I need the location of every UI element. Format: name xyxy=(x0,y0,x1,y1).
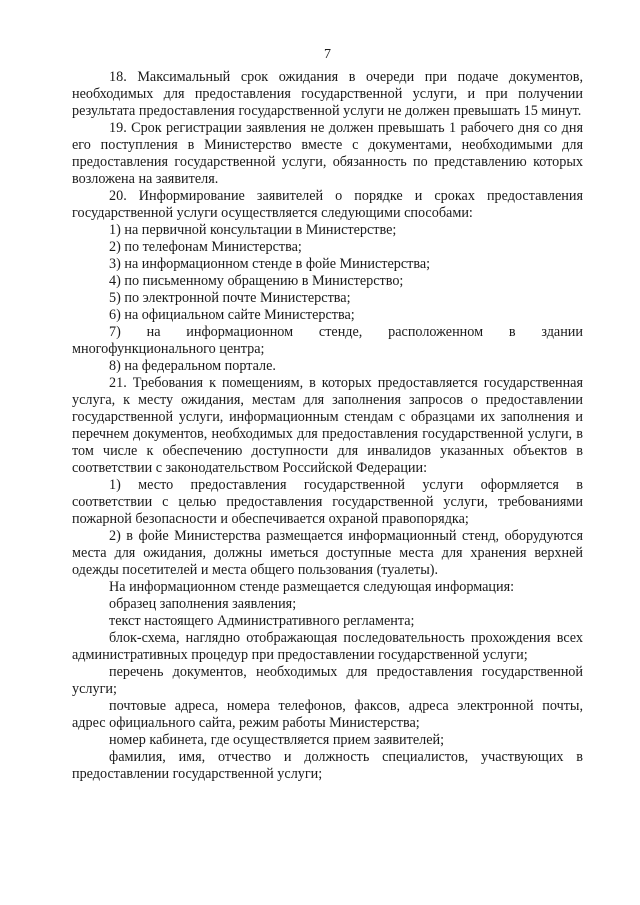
list-item-8: 8) на федеральном портале. xyxy=(109,358,276,374)
stand-info-item: текст настоящего Административного регламента; xyxy=(109,613,415,629)
paragraph-20: 20. Информирование заявителей о порядке и сроках предоставления государственной услуги осуществляется следующими способами: xyxy=(72,188,583,221)
stand-info-item: образец заполнения заявления; xyxy=(109,596,297,612)
requirement-2: 2) в фойе Министерства размещается информационный стенд, оборудуются места для ожидания, должны иметься доступные места для хранения верхней одежды посетителей и места общего пользования (туалеты). xyxy=(72,528,583,578)
list-item-5: 5) по электронной почте Министерства; xyxy=(109,290,351,306)
paragraph-18: 18. Максимальный срок ожидания в очереди при подаче документов, необходимых для предоставления государственной услуги, и при получении результата предоставления государственной услуги не должен превышать 15 минут. xyxy=(72,69,583,119)
stand-info-item: почтовые адреса, номера телефонов, факсов, адреса электронной почты, адрес официального сайта, режим работы Министерства; xyxy=(72,698,583,731)
stand-info-item: перечень документов, необходимых для предоставления государственной услуги; xyxy=(72,664,583,697)
list-item-3: 3) на информационном стенде в фойе Министерства; xyxy=(109,256,431,272)
stand-info-item: номер кабинета, где осуществляется прием заявителей; xyxy=(109,732,445,748)
stand-info-intro: На информационном стенде размещается следующая информация: xyxy=(109,579,515,595)
stand-info-item: блок-схема, наглядно отображающая последовательность прохождения всех административных процедур при предоставлении государственной услуги; xyxy=(72,630,583,663)
list-item-6: 6) на официальном сайте Министерства; xyxy=(109,307,355,323)
list-item-4: 4) по письменному обращению в Министерство; xyxy=(109,273,404,289)
paragraph-19: 19. Срок регистрации заявления не должен превышать 1 рабочего дня со дня его поступления в Министерство вместе с документами, необходимыми для предоставления государственной услуги, обязанность по представлению которых возложена на заявителя. xyxy=(72,120,583,187)
requirement-1: 1) место предоставления государственной услуги оформляется в соответствии с целью предоставления государственной услуги, требованиями пожарной безопасности и обеспечивается охраной правопорядка; xyxy=(72,477,583,527)
list-item-7: 7) на информационном стенде, расположенном в здании многофункционального центра; xyxy=(72,324,583,357)
list-item-1: 1) на первичной консультации в Министерстве; xyxy=(109,222,397,238)
document-body xyxy=(72,69,583,783)
stand-info-item: фамилия, имя, отчество и должность специалистов, участвующих в предоставлении государственной услуги; xyxy=(72,749,583,782)
page-number: 7 xyxy=(324,47,331,62)
paragraph-21: 21. Требования к помещениям, в которых предоставляется государственная услуга, к месту ожидания, местам для заполнения запросов о предоставлении государственной услуги, информационным стендам с образцами их заполнения и перечнем документов, необходимых для предоставления государственной услуги, в том числе к обеспечению доступности для инвалидов указанных объектов в соответствии с законодательством Российской Федерации: xyxy=(72,375,583,476)
list-item-2: 2) по телефонам Министерства; xyxy=(109,239,302,255)
